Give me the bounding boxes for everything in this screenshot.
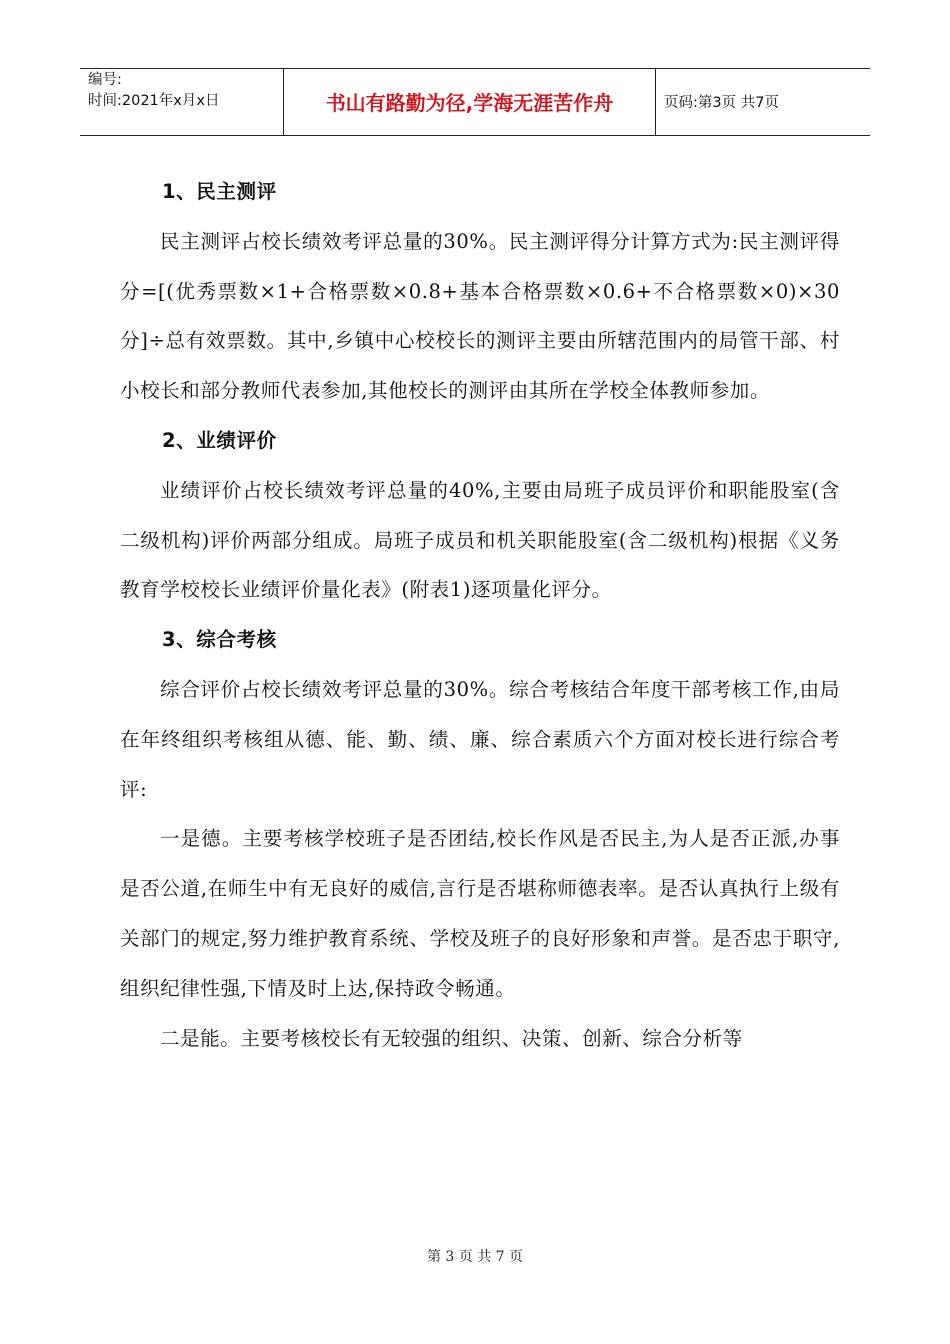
section-heading: 2、业绩评价: [162, 428, 277, 452]
section-paragraph: 一是德。主要考核学校班子是否团结,校长作风是否民主,为人是否正派,办事是否公道,在师生中有无良好的威信,言行是否堪称师德表率。是否认真执行上级有关部门的规定,努力维护教育系统、学校及班子的良好形象和声誉。是否忠于职守,组织纪律性强,下情及时上达,保持政令畅通。: [120, 827, 840, 1000]
header-page-info: 页码:第3页 共7页: [664, 95, 779, 111]
doc-date-label: 时间:2021年x月x日: [88, 93, 220, 109]
doc-number-label: 编号:: [88, 72, 122, 88]
document-body: [120, 167, 840, 1063]
header-meta: [88, 70, 278, 112]
section-paragraph: 民主测评占校长绩效考评总量的30%。民主测评得分计算方式为:民主测评得分=[(优秀票数×1+合格票数×0.8+基本合格票数×0.6+不合格票数×0)×30分]÷总有效票数。其中,乡镇中心校校长的测评主要由所辖范围内的局管干部、村小校长和部分教师代表参加,其他校长的测评由其所在学校全体教师参加。: [120, 229, 840, 403]
header-motto: 书山有路勤为径,学海无涯苦作舟: [325, 91, 614, 115]
section-paragraph: 二是能。主要考核校长有无较强的组织、决策、创新、综合分析等: [160, 1026, 743, 1050]
section-heading: 3、综合考核: [162, 628, 277, 652]
header-bottom-rule: [80, 135, 870, 136]
page-footer: 第 3 页 共 7 页: [426, 1249, 524, 1265]
section-heading: 1、民主测评: [162, 180, 277, 203]
section-paragraph: 业绩评价占校长绩效考评总量的40%,主要由局班子成员评价和职能股室(含二级机构)评价两部分组成。局班子成员和机关职能股室(含二级机构)根据《义务教育学校校长业绩评价量化表》(附表1)逐项量化评分。: [120, 478, 840, 602]
header-divider-2: [655, 68, 656, 135]
section-paragraph: 综合评价占校长绩效考评总量的30%。综合考核结合年度干部考核工作,由局在年终组织考核组从德、能、勤、绩、廉、综合素质六个方面对校长进行综合考评:: [120, 677, 840, 801]
